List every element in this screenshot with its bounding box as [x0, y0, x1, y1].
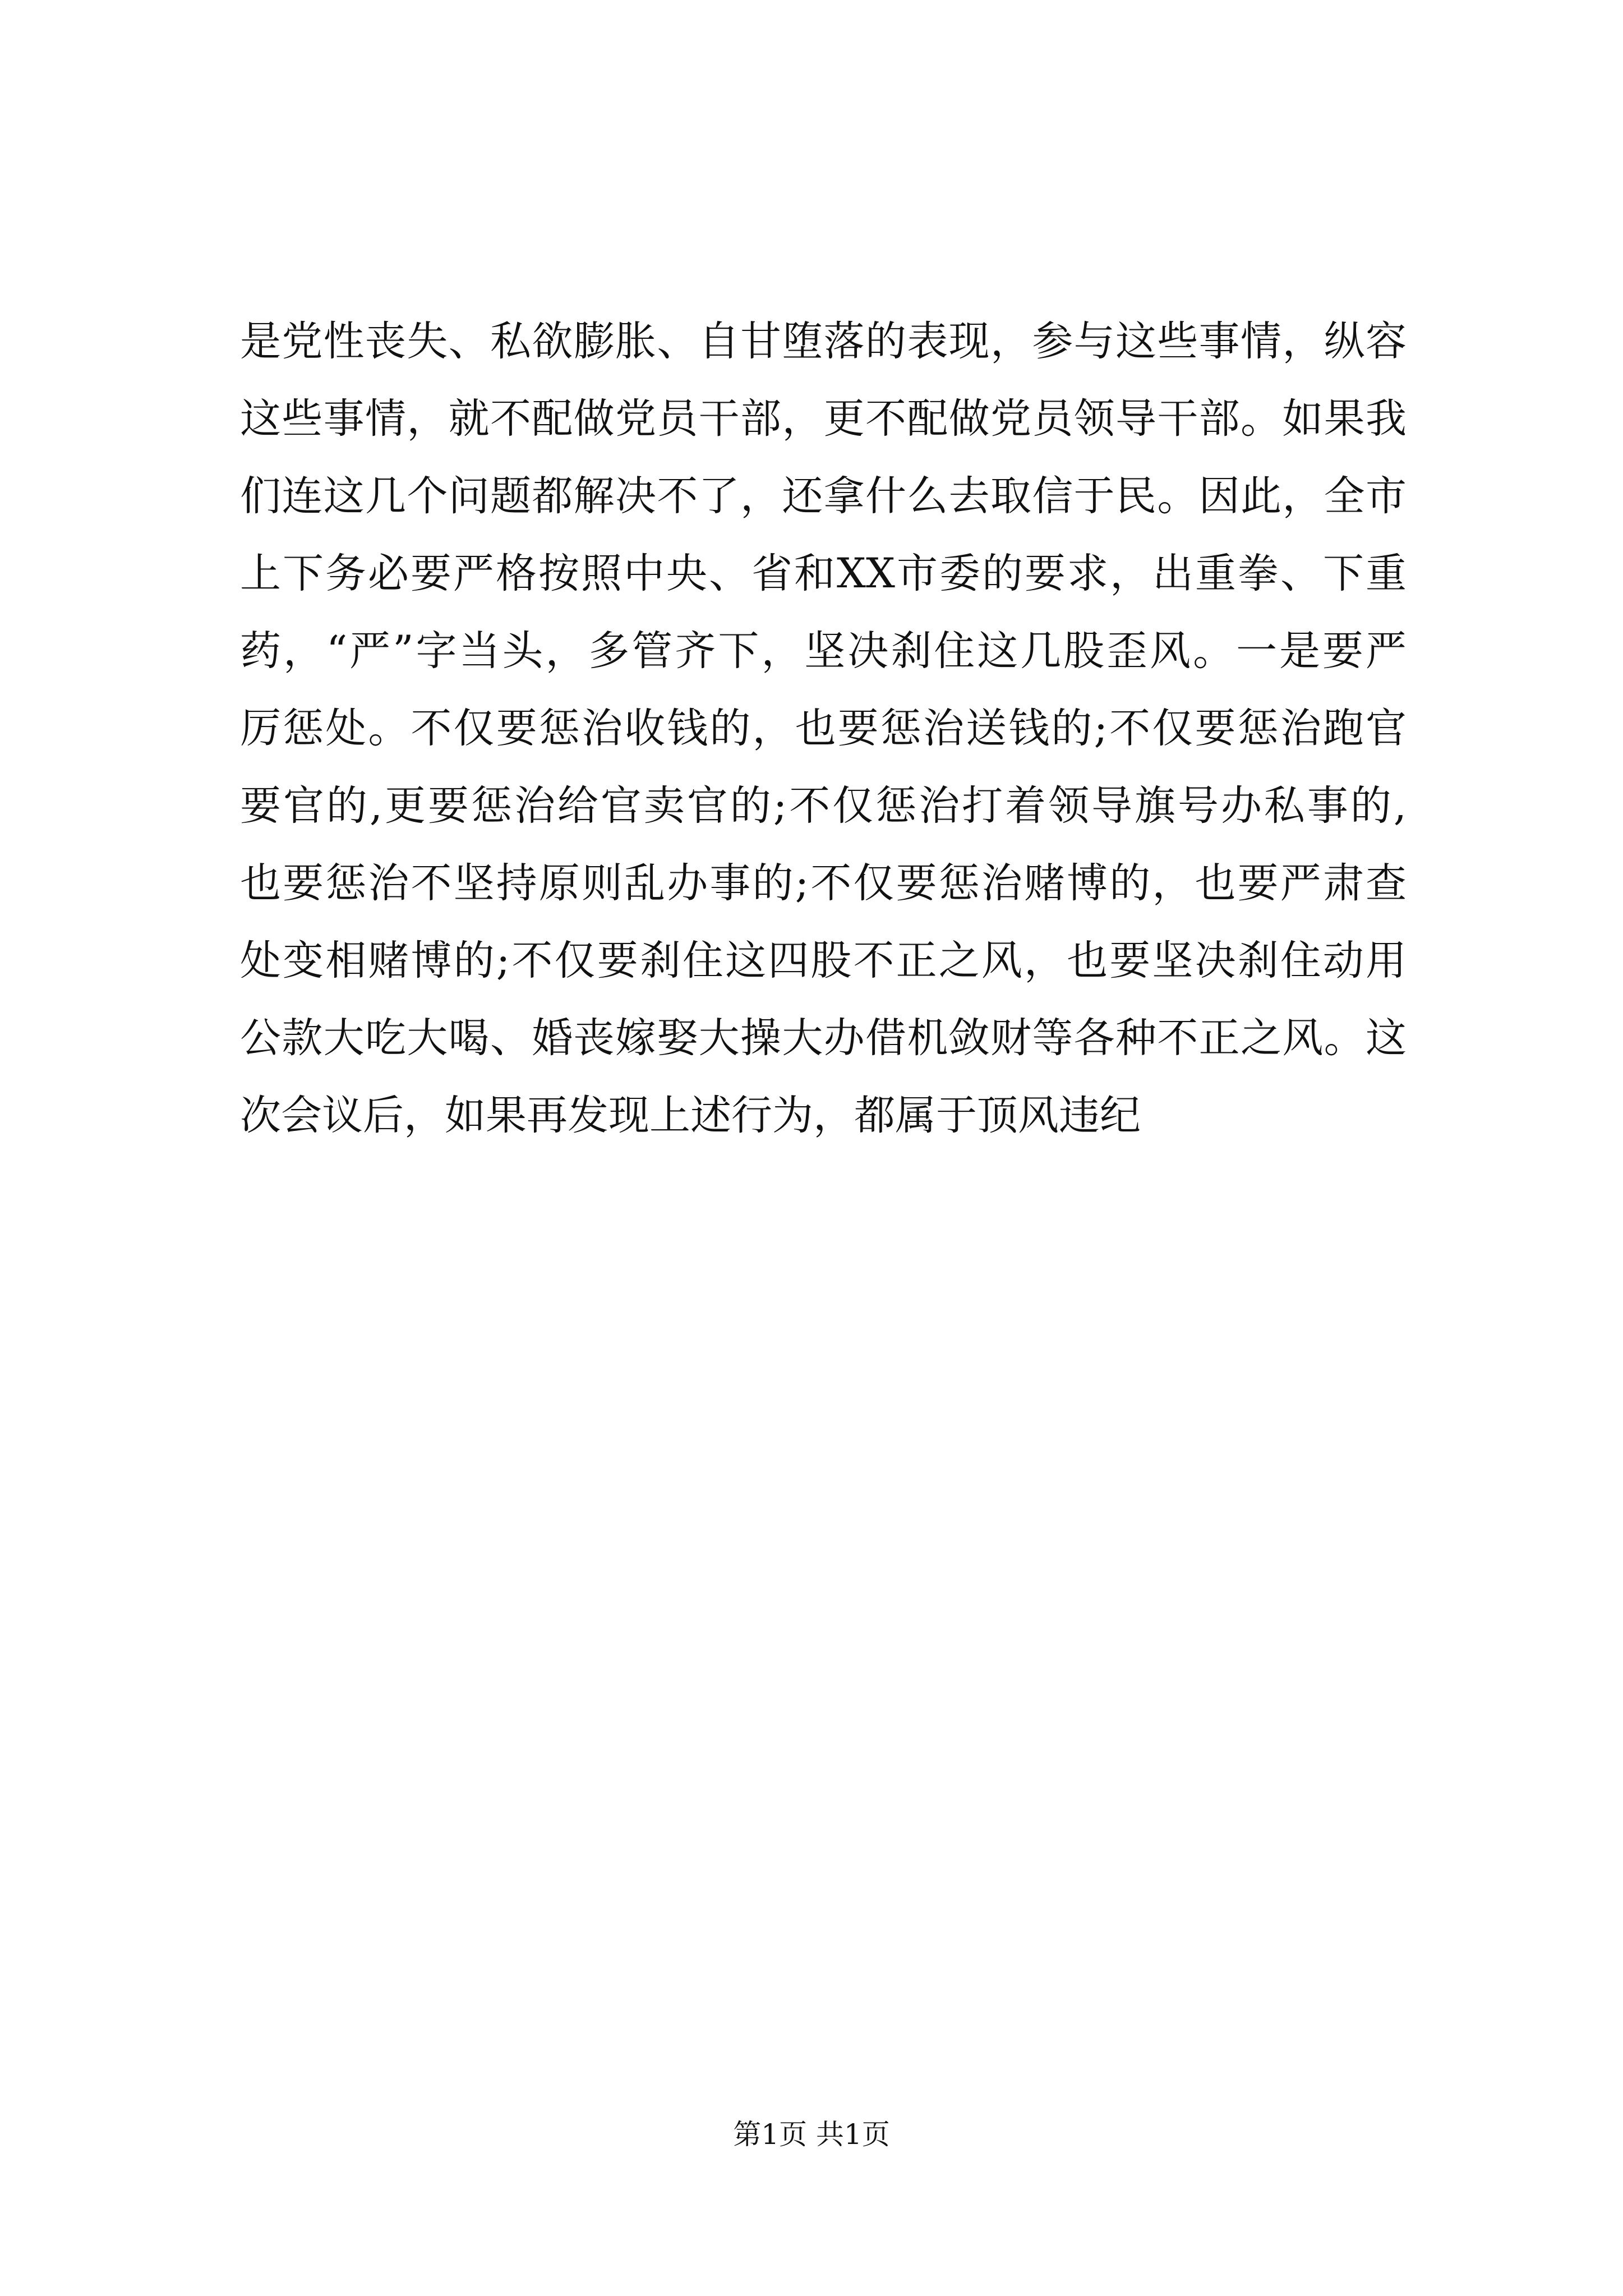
- text-line: 这些事情，就不配做党员干部，更不配做党员领导干部。如果我: [240, 395, 1407, 443]
- text-line: 厉惩处。不仅要惩治收钱的，也要惩治送钱的;不仅要惩治跑官: [240, 705, 1407, 752]
- text-line: 上下务必要严格按照中央、省和XX市委的要求，出重拳、下重: [240, 550, 1407, 597]
- text-line: 也要惩治不坚持原则乱办事的;不仅要惩治赌博的，也要严肃查: [240, 859, 1407, 907]
- text-line: 处变相赌博的;不仅要刹住这四股不正之风，也要坚决刹住动用: [240, 937, 1407, 984]
- text-line: 是党性丧失、私欲膨胀、自甘堕落的表现，参与这些事情，纵容: [240, 318, 1407, 365]
- text-line: 要官的,更要惩治给官卖官的;不仅惩治打着领导旗号办私事的,: [240, 782, 1407, 830]
- text-line: 次会议后，如果再发现上述行为，都属于顶风违纪: [240, 1092, 1141, 1139]
- body-paragraph: [240, 303, 1407, 1154]
- text-line: 们连这几个问题都解决不了，还拿什么去取信于民。因此，全市: [240, 472, 1407, 520]
- page-footer: 第1页 共1页: [733, 2118, 890, 2151]
- text-line: 药，“严”字当头，多管齐下，坚决刹住这几股歪风。一是要严: [240, 627, 1407, 675]
- text-line: 公款大吃大喝、婚丧嫁娶大操大办借机敛财等各种不正之风。这: [240, 1014, 1407, 1062]
